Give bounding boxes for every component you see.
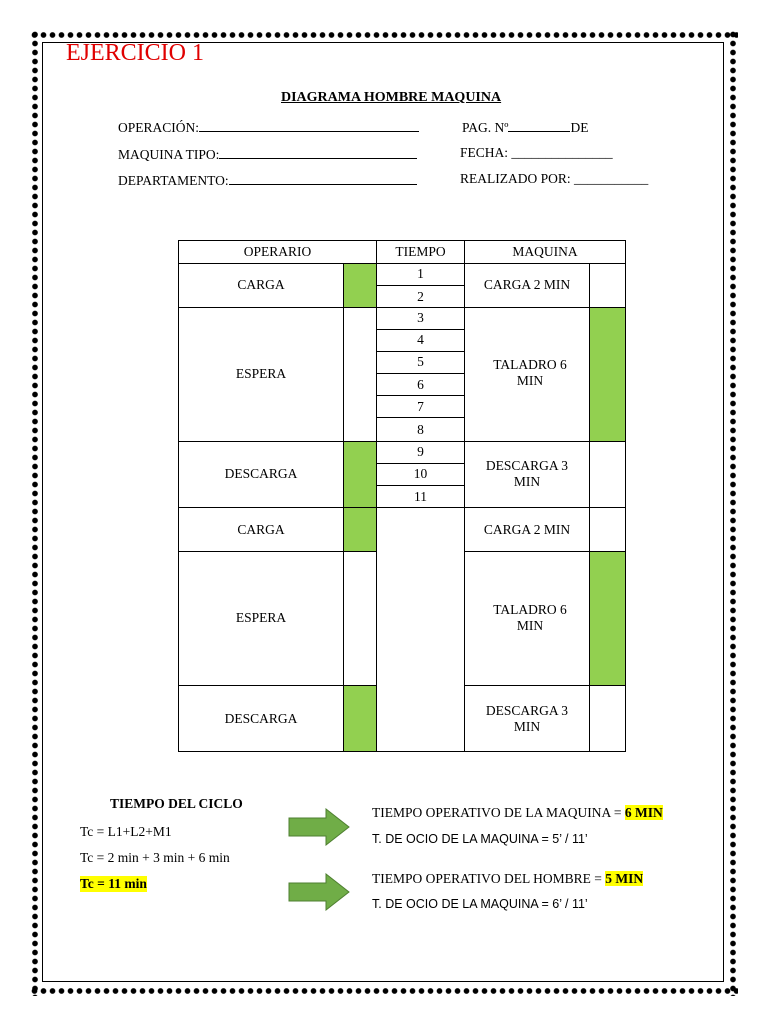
operario-label: DESCARGA bbox=[224, 711, 298, 726]
fecha-field: FECHA: _______________ bbox=[460, 145, 613, 160]
tiempo-cell bbox=[376, 441, 465, 464]
pag-line bbox=[508, 118, 570, 132]
maquina-tipo-label: MAQUINA TIPO: bbox=[118, 147, 220, 162]
pag-field bbox=[462, 118, 588, 136]
header-maquina-label: MAQUINA bbox=[512, 244, 578, 259]
operario-cell bbox=[178, 263, 344, 308]
tiempo-value: 3 bbox=[417, 310, 424, 325]
tiempo-value: 4 bbox=[417, 332, 424, 347]
operario-label: CARGA bbox=[237, 522, 285, 537]
maquina-cell bbox=[464, 507, 590, 552]
tiempo-cell bbox=[376, 463, 465, 486]
hombre-operativo bbox=[372, 871, 643, 887]
maquina-idle-bar bbox=[589, 441, 626, 508]
operario-cell bbox=[178, 551, 344, 686]
operacion-line bbox=[199, 118, 419, 132]
maquina-cell bbox=[464, 307, 590, 442]
tiempo-value: 5 bbox=[417, 354, 424, 369]
decorative-border-left bbox=[30, 30, 40, 996]
maquina-cell bbox=[464, 685, 590, 752]
right-arrow-icon bbox=[288, 808, 350, 846]
operario-active-bar bbox=[343, 441, 377, 508]
operacion-label: OPERACIÓN: bbox=[118, 120, 200, 135]
hombre-operativo-value: 5 MIN bbox=[605, 871, 644, 886]
operario-cell bbox=[178, 685, 344, 752]
tiempo-cell bbox=[376, 351, 465, 374]
tiempo-value: 10 bbox=[413, 466, 428, 481]
operario-label: ESPERA bbox=[235, 366, 287, 381]
maquina-operativo-value: 6 MIN bbox=[624, 805, 663, 820]
diagram-heading: DIAGRAMA HOMBRE MAQUINA bbox=[281, 90, 502, 105]
right-arrow-icon bbox=[288, 873, 350, 911]
page-title: EJERCICIO 1 bbox=[66, 40, 204, 66]
ciclo-sum: Tc = 2 min + 3 min + 6 min bbox=[80, 850, 230, 865]
tiempo-empty-cell bbox=[376, 507, 465, 752]
departamento-line bbox=[229, 171, 417, 185]
realizado-field: REALIZADO POR: ___________ bbox=[460, 171, 649, 186]
tiempo-value: 6 bbox=[417, 377, 424, 392]
tiempo-value: 1 bbox=[417, 266, 424, 281]
tiempo-cell bbox=[376, 263, 465, 286]
decorative-border-top bbox=[30, 30, 738, 40]
maquina-idle-bar bbox=[589, 685, 626, 752]
departamento-label: DEPARTAMENTO: bbox=[118, 173, 229, 188]
operario-cell bbox=[178, 307, 344, 442]
operario-label: DESCARGA bbox=[224, 466, 298, 481]
maquina-tipo-line bbox=[219, 145, 417, 159]
maquina-idle-bar bbox=[589, 507, 626, 552]
decorative-border-right bbox=[728, 30, 738, 996]
ciclo-title: TIEMPO DEL CICLO bbox=[110, 796, 243, 811]
ciclo-formula: Tc = L1+L2+M1 bbox=[80, 824, 172, 839]
operario-label: ESPERA bbox=[235, 610, 287, 625]
maquina-label: TALADRO 6 MIN bbox=[493, 357, 567, 388]
tiempo-cell bbox=[376, 417, 465, 442]
tiempo-cell bbox=[376, 485, 465, 508]
ciclo-result: Tc = 11 min bbox=[80, 876, 147, 891]
operario-label: CARGA bbox=[237, 277, 285, 292]
departamento-field bbox=[118, 171, 417, 189]
maquina-operativo bbox=[372, 805, 663, 821]
operario-active-bar bbox=[343, 507, 377, 552]
maquina-label: CARGA 2 MIN bbox=[483, 522, 571, 537]
tiempo-value: 8 bbox=[417, 422, 424, 437]
header-tiempo-label: TIEMPO bbox=[395, 244, 446, 259]
tiempo-value: 11 bbox=[414, 489, 427, 504]
maquina-cell bbox=[464, 441, 590, 508]
maquina-label: DESCARGA 3 MIN bbox=[485, 458, 569, 489]
maquina-ocio: T. DE OCIO DE LA MAQUINA = 5’ / 11’ bbox=[372, 832, 588, 846]
tiempo-value: 2 bbox=[417, 289, 424, 304]
maquina-label: CARGA 2 MIN bbox=[483, 277, 571, 292]
header-operario-label: OPERARIO bbox=[243, 244, 312, 259]
man-machine-table bbox=[178, 240, 626, 752]
maquina-tipo-field bbox=[118, 145, 417, 163]
maquina-label: TALADRO 6 MIN bbox=[493, 602, 567, 633]
operario-idle-bar bbox=[343, 551, 377, 686]
decorative-border-bottom bbox=[30, 986, 738, 996]
maquina-active-bar bbox=[589, 307, 626, 442]
maquina-cell bbox=[464, 263, 590, 308]
maquina-idle-bar bbox=[589, 263, 626, 308]
maquina-active-bar bbox=[589, 551, 626, 686]
operario-idle-bar bbox=[343, 307, 377, 442]
tiempo-cell bbox=[376, 307, 465, 330]
tiempo-cell bbox=[376, 285, 465, 308]
hombre-ocio: T. DE OCIO DE LA MAQUINA = 6’ / 11’ bbox=[372, 897, 588, 911]
tiempo-cell bbox=[376, 329, 465, 352]
header-operario bbox=[178, 240, 377, 264]
operario-cell bbox=[178, 507, 344, 552]
pag-label: PAG. Nº bbox=[462, 120, 509, 135]
maquina-operativo-label: TIEMPO OPERATIVO DE LA MAQUINA = bbox=[372, 805, 625, 820]
tiempo-cell bbox=[376, 373, 465, 396]
hombre-operativo-label: TIEMPO OPERATIVO DEL HOMBRE = bbox=[372, 871, 606, 886]
maquina-label: DESCARGA 3 MIN bbox=[485, 703, 569, 734]
maquina-cell bbox=[464, 551, 590, 686]
operario-active-bar bbox=[343, 263, 377, 308]
de-label: DE bbox=[570, 120, 589, 135]
header-maquina bbox=[464, 240, 626, 264]
tiempo-value: 9 bbox=[417, 444, 424, 459]
header-tiempo bbox=[376, 240, 465, 264]
tiempo-value: 7 bbox=[417, 399, 424, 414]
tiempo-cell bbox=[376, 395, 465, 418]
operario-active-bar bbox=[343, 685, 377, 752]
operacion-field bbox=[118, 118, 419, 136]
operario-cell bbox=[178, 441, 344, 508]
